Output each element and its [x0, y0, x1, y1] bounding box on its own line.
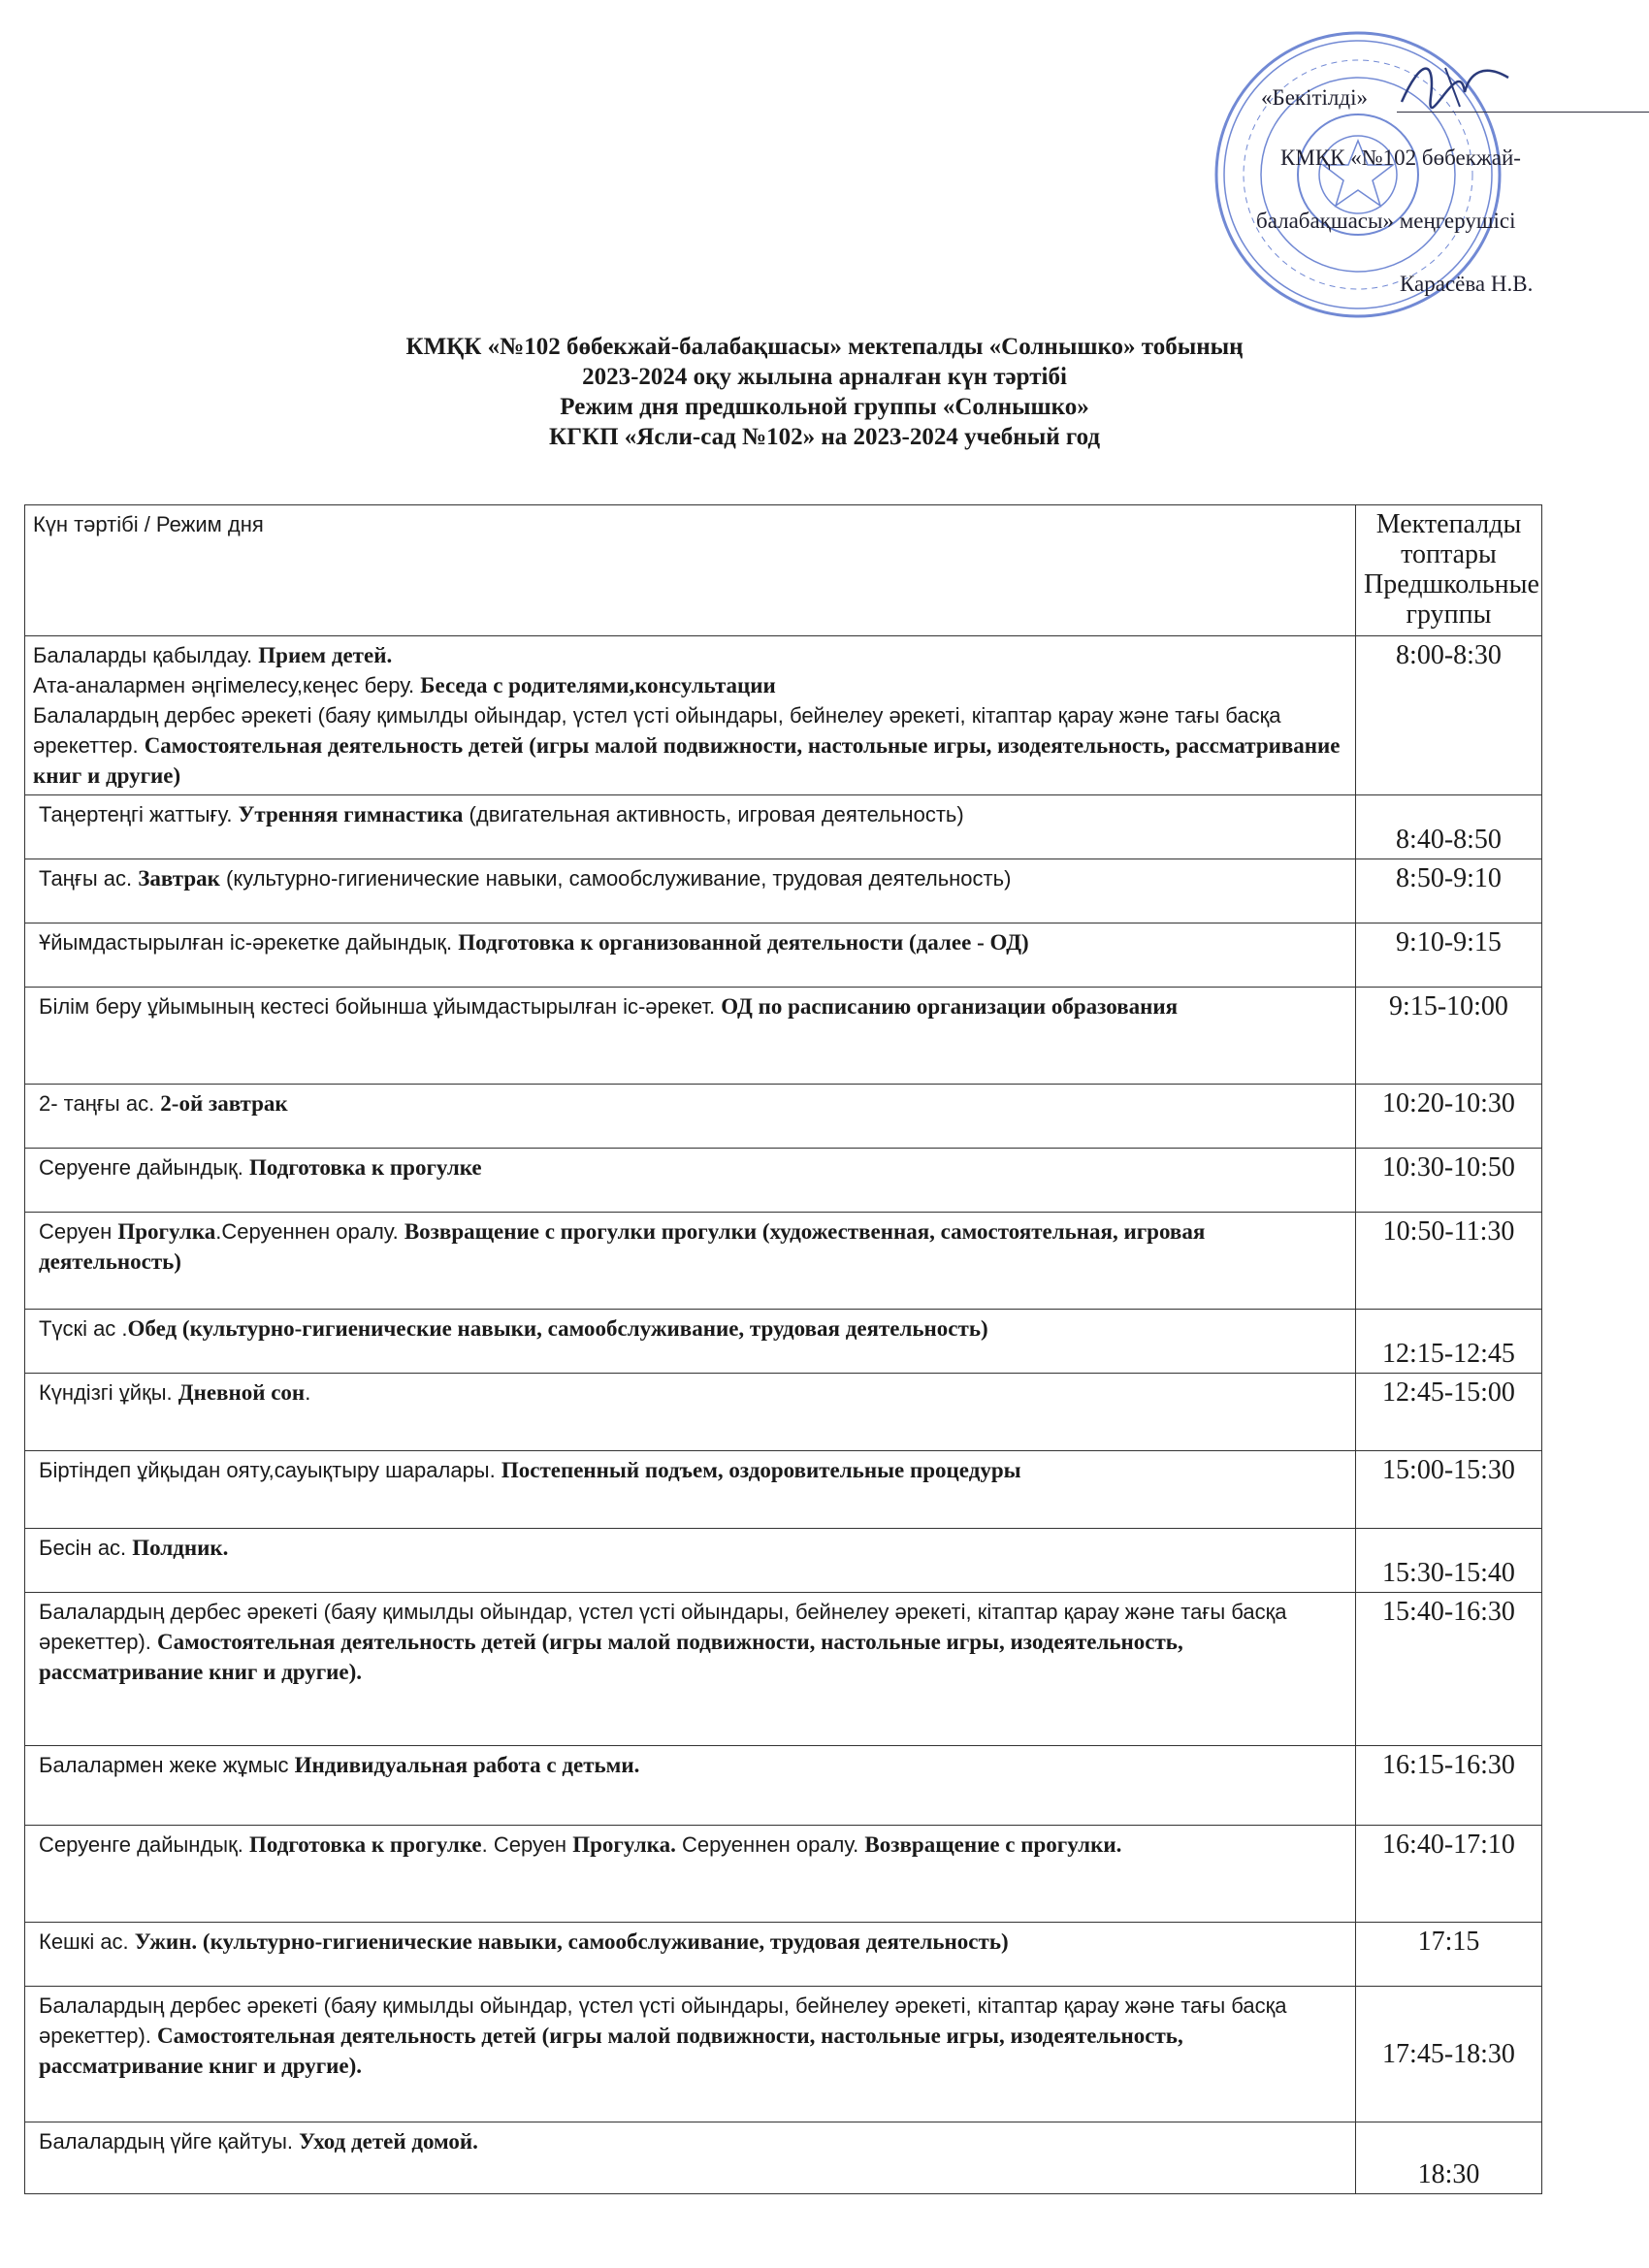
- table-row: [25, 2122, 1542, 2194]
- time-cell: 12:45-15:00: [1356, 1374, 1542, 1451]
- table-row: [25, 1374, 1542, 1451]
- time-cell: 17:45-18:30: [1356, 1987, 1542, 2122]
- table-row: [25, 859, 1542, 923]
- activity-cell: Кешкі ас. Ужин. (культурно-гигиенические навыки, самообслуживание, трудовая деятельность): [25, 1923, 1356, 1987]
- time-cell: 10:30-10:50: [1356, 1149, 1542, 1213]
- header-group: Мектепалды топтары Предшкольные группы: [1356, 505, 1542, 636]
- title-line-4: КГКП «Ясли-сад №102» на 2023-2024 учебный год: [548, 424, 1101, 450]
- time-cell: 8:40-8:50: [1356, 795, 1542, 859]
- signatory-name: Карасёва Н.В.: [1400, 272, 1534, 296]
- time-cell: 16:40-17:10: [1356, 1826, 1542, 1923]
- activity-cell: Серуенге дайындық. Подготовка к прогулке: [25, 1149, 1356, 1213]
- time-cell: 17:15: [1356, 1923, 1542, 1987]
- approval-line-2: балабақшасы» меңгерушісі: [1256, 209, 1516, 233]
- table-header-row: [25, 505, 1542, 636]
- table-row: [25, 1529, 1542, 1593]
- table-row: [25, 636, 1542, 795]
- table-row: [25, 923, 1542, 988]
- table-row: [25, 1593, 1542, 1746]
- time-cell: 16:15-16:30: [1356, 1746, 1542, 1826]
- activity-cell: Серуен Прогулка.Серуеннен оралу. Возвращение с прогулки прогулки (художественная, самостоятельная, игровая деятельность): [25, 1213, 1356, 1310]
- table-row: [25, 1451, 1542, 1529]
- approval-line-1: КМҚК «№102 бөбекжай-: [1280, 146, 1521, 170]
- title-line-2: 2023-2024 оқу жылына арналған күн тәртібі: [582, 364, 1067, 390]
- table-row: [25, 988, 1542, 1085]
- table-row: [25, 1826, 1542, 1923]
- time-cell: 10:20-10:30: [1356, 1085, 1542, 1149]
- activity-cell: Білім беру ұйымының кестесі бойынша ұйымдастырылған іс-әрекет. ОД по расписанию организации образования: [25, 988, 1356, 1085]
- activity-cell: Таңертеңгі жаттығу. Утренняя гимнастика (двигательная активность, игровая деятельность): [25, 795, 1356, 859]
- time-cell: 8:00-8:30: [1356, 636, 1542, 795]
- activity-cell: Бесін ас. Полдник.: [25, 1529, 1356, 1593]
- signature-rule: [1397, 112, 1649, 113]
- table-row: [25, 1987, 1542, 2122]
- time-cell: 15:30-15:40: [1356, 1529, 1542, 1593]
- signature-icon: [1392, 49, 1518, 116]
- header-activity: Күн тәртібі / Режим дня: [25, 505, 1356, 636]
- schedule-table: [24, 504, 1542, 2194]
- table-row: [25, 1310, 1542, 1374]
- activity-cell: Балалардың үйге қайтуы. Уход детей домой.: [25, 2122, 1356, 2194]
- activity-cell: Таңғы ас. Завтрак (культурно-гигиенические навыки, самообслуживание, трудовая деятельность): [25, 859, 1356, 923]
- activity-cell: Ұйымдастырылған іс-әрекетке дайындық. Подготовка к организованной деятельности (далее - ОД): [25, 923, 1356, 988]
- time-cell: 12:15-12:45: [1356, 1310, 1542, 1374]
- activity-cell: Түскі ас .Обед (культурно-гигиенические навыки, самообслуживание, трудовая деятельность): [25, 1310, 1356, 1374]
- table-row: [25, 1746, 1542, 1826]
- approval-block: [1116, 78, 1571, 310]
- table-row: [25, 1085, 1542, 1149]
- activity-cell: Күндізгі ұйқы. Дневной сон.: [25, 1374, 1356, 1451]
- activity-cell: Балалармен жеке жұмыс Индивидуальная работа с детьми.: [25, 1746, 1356, 1826]
- time-cell: 9:15-10:00: [1356, 988, 1542, 1085]
- table-row: [25, 1923, 1542, 1987]
- time-cell: 15:00-15:30: [1356, 1451, 1542, 1529]
- table-row: [25, 1149, 1542, 1213]
- activity-cell: Балаларды қабылдау. Прием детей. Ата-аналармен әңгімелесу,кеңес беру. Беседа с родителями,консультации Балалардың дербес әрекеті (баяу қимылды ойындар, үстел үсті ойындары, бейнелеу әрекеті, кітаптар қарау және тағы басқа әрекеттер. Самостоятельная деятельность детей (игры малой подвижности, настольные игры, изодеятельность, рассматривание книг и другие): [25, 636, 1356, 795]
- activity-cell: 2- таңғы ас. 2-ой завтрак: [25, 1085, 1356, 1149]
- time-cell: 8:50-9:10: [1356, 859, 1542, 923]
- document-title: [0, 332, 1649, 452]
- activity-cell: Серуенге дайындық. Подготовка к прогулке. Серуен Прогулка. Серуеннен оралу. Возвращение с прогулки.: [25, 1826, 1356, 1923]
- time-cell: 18:30: [1356, 2122, 1542, 2194]
- title-line-3: Режим дня предшкольной группы «Солнышко»: [560, 394, 1089, 420]
- time-cell: 15:40-16:30: [1356, 1593, 1542, 1746]
- table-row: [25, 1213, 1542, 1310]
- time-cell: 9:10-9:15: [1356, 923, 1542, 988]
- activity-cell: Балалардың дербес әрекеті (баяу қимылды ойындар, үстел үсті ойындары, бейнелеу әрекеті, кітаптар қарау және тағы басқа әрекеттер). Самостоятельная деятельность детей (игры малой подвижности, настольные игры, изодеятельность, рассматривание книг и другие).: [25, 1593, 1356, 1746]
- approved-label: «Бекітілді»: [1261, 85, 1368, 110]
- activity-cell: Балалардың дербес әрекеті (баяу қимылды ойындар, үстел үсті ойындары, бейнелеу әрекеті, кітаптар қарау және тағы басқа әрекеттер). Самостоятельная деятельность детей (игры малой подвижности, настольные игры, изодеятельность, рассматривание книг и другие).: [25, 1987, 1356, 2122]
- activity-cell: Біртіндеп ұйқыдан ояту,сауықтыру шаралары. Постепенный подъем, оздоровительные процедуры: [25, 1451, 1356, 1529]
- title-line-1: КМҚК «№102 бөбекжай-балабақшасы» мектепалды «Солнышко» тобының: [405, 334, 1244, 360]
- table-row: [25, 795, 1542, 859]
- time-cell: 10:50-11:30: [1356, 1213, 1542, 1310]
